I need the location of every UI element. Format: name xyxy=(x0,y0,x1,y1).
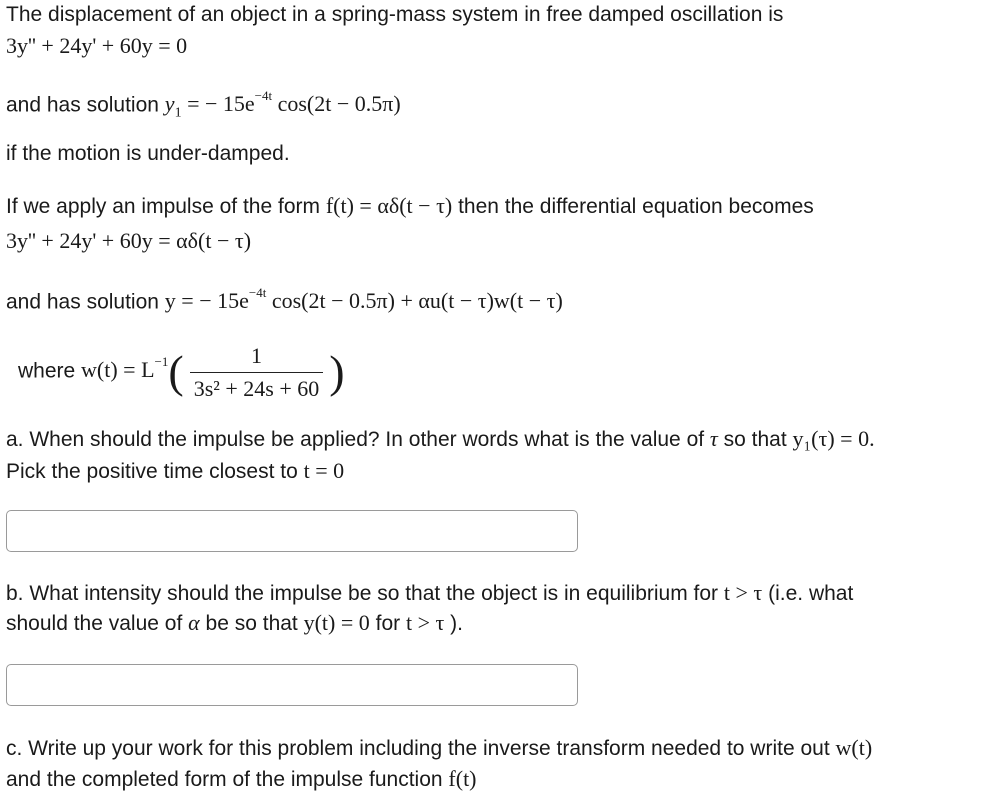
question-a-line2-pre: Pick the positive time closest to xyxy=(6,460,304,483)
answer-a-input[interactable] xyxy=(6,510,578,552)
question-b-line2 xyxy=(6,610,463,637)
question-b-cond2: y(t) = 0 xyxy=(303,610,370,635)
solution1-exp: −4t xyxy=(254,88,273,103)
question-a-pre: a. When should the impulse be applied? In other words what is the value of xyxy=(6,428,710,451)
answer-b-input[interactable] xyxy=(6,664,578,706)
question-c-line1 xyxy=(6,735,872,762)
right-paren: ) xyxy=(329,346,345,398)
impulse-text-pre: If we apply an impulse of the form xyxy=(6,195,326,218)
question-a-line2-math: t = 0 xyxy=(303,458,345,483)
where-prefix: where xyxy=(18,359,82,383)
question-c-f: f(t) xyxy=(448,766,477,791)
question-b-alpha: α xyxy=(188,610,200,635)
question-a-line2 xyxy=(6,458,344,485)
question-a-cond: y₁(τ) = 0. xyxy=(792,426,875,451)
where-inv-exp: −1 xyxy=(154,354,169,369)
question-a-line1 xyxy=(6,426,875,453)
intro-text: The displacement of an object in a spring-mass system in free damped oscillation is xyxy=(6,3,784,26)
impulse-text-post: then the differential equation becomes xyxy=(452,195,814,218)
solution1-lhs: y xyxy=(164,91,175,117)
question-b-cond1: t > τ xyxy=(723,580,763,605)
fraction-numerator: 1 xyxy=(190,343,324,373)
impulse-func: f(t) = αδ(t − τ) xyxy=(325,193,453,218)
solution2-prefix: and has solution xyxy=(6,290,165,314)
free-equation: 3y'' + 24y' + 60y = 0 xyxy=(6,33,188,58)
question-b-line2-pre: should the value of xyxy=(6,612,189,635)
fraction xyxy=(190,343,324,402)
solution2-tail: cos(2t − 0.5π) + αu(t − τ)w(t − τ) xyxy=(266,288,563,314)
solution1-line xyxy=(6,86,401,127)
question-b-pre: b. What intensity should the impulse be so that the object is in equilibrium for xyxy=(6,582,724,605)
solution1-lhs-sub: 1 xyxy=(174,105,182,121)
solution1-prefix: and has solution xyxy=(6,93,165,117)
question-b-cond3: t > τ xyxy=(405,610,445,635)
solution2-line xyxy=(6,283,563,315)
where-line xyxy=(18,332,345,405)
where-lhs: w(t) = L xyxy=(81,357,155,383)
question-c-line2-pre: and the completed form of the impulse function xyxy=(6,768,449,791)
question-a-tau: τ xyxy=(709,426,718,451)
question-b-line1 xyxy=(6,580,853,607)
question-b-post: (i.e. what xyxy=(762,582,854,605)
question-c-line2 xyxy=(6,766,477,793)
impulse-line xyxy=(6,193,814,220)
question-c-w: w(t) xyxy=(835,735,873,760)
question-a-mid: so that xyxy=(717,428,793,451)
left-paren: ( xyxy=(168,346,184,398)
solution1-eq: = − 15e xyxy=(181,91,255,117)
fraction-denominator: 3s² + 24s + 60 xyxy=(193,375,320,401)
question-b-line2-mid: be so that xyxy=(199,612,304,635)
impulse-equation: 3y'' + 24y' + 60y = αδ(t − τ) xyxy=(6,228,252,253)
question-c-pre: c. Write up your work for this problem including the inverse transform needed to write out xyxy=(6,737,836,760)
solution2-exp: −4t xyxy=(248,285,267,300)
underdamped-text: if the motion is under-damped. xyxy=(6,142,290,165)
question-b-line2-mid2: for xyxy=(369,612,406,635)
solution1-tail: cos(2t − 0.5π) xyxy=(272,91,401,117)
solution2-eq: y = − 15e xyxy=(164,288,249,314)
question-b-line2-post: ). xyxy=(444,612,464,635)
